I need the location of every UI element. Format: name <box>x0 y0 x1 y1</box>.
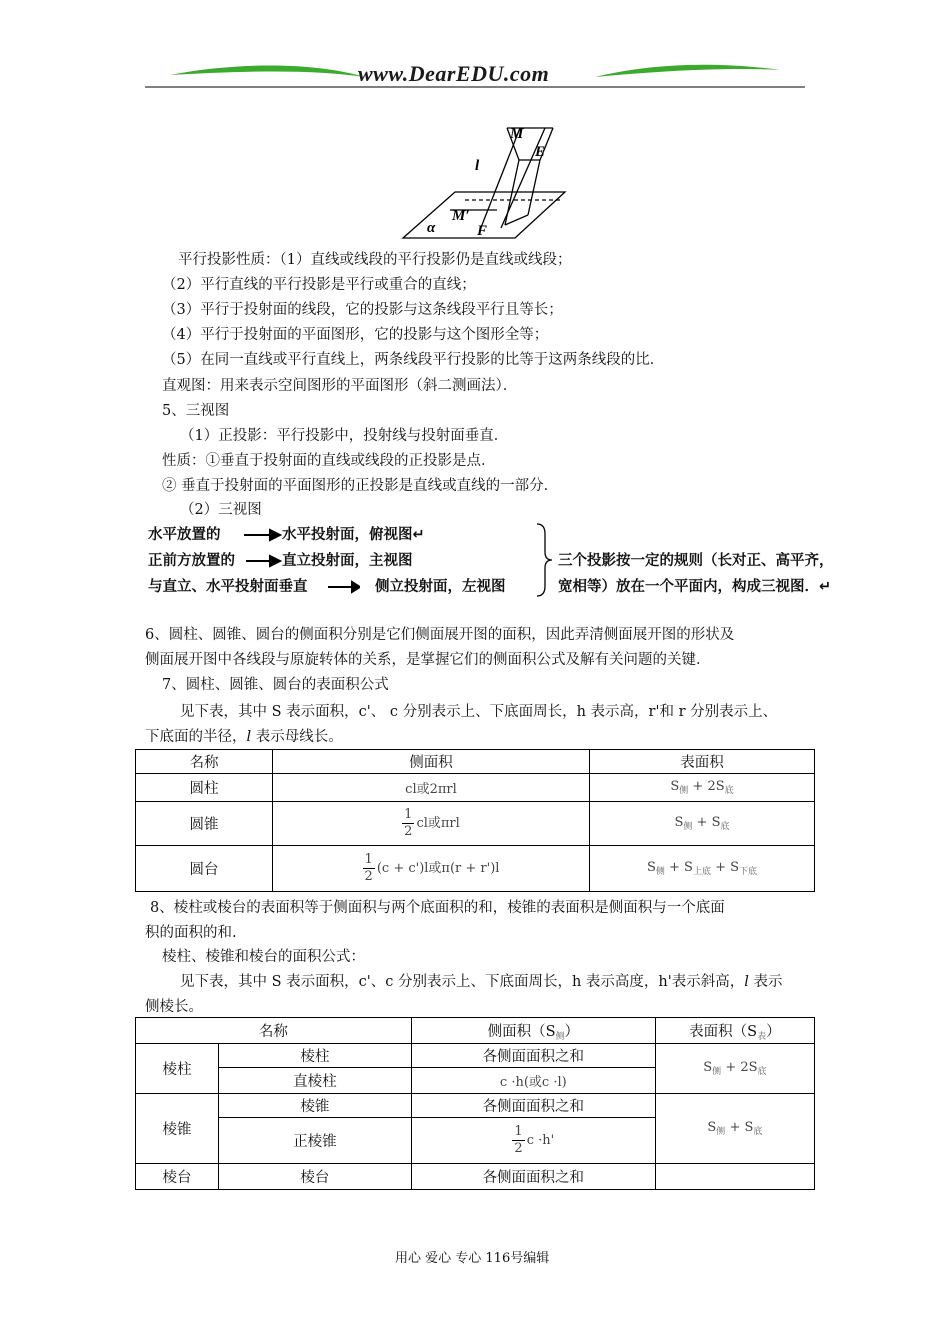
row-lateral: $\frac{1}{2}$ (c + c')l或π(r + r')l <box>273 846 590 892</box>
label-alpha: α <box>427 220 436 236</box>
views-r3-right: 侧立投射面，左视图 <box>375 579 506 595</box>
cell-ch2: $\frac{1}{2}$ c ·h' <box>411 1118 655 1164</box>
table-row <box>136 802 815 846</box>
sub-lengzhu: 棱柱 <box>219 1044 412 1068</box>
cell-sum: 各侧面面积之和 <box>411 1164 655 1190</box>
cell-ch: c ·h(或c ·l) <box>411 1068 655 1094</box>
text-q1: 6、圆柱、圆锥、圆台的侧面积分别是它们侧面展开图的面积，因此弄清侧面展开图的形状及 <box>145 627 735 643</box>
views-r2-right: 直立投射面，主视图 <box>282 553 413 569</box>
label-l: l <box>475 158 480 174</box>
row-name: 圆台 <box>136 846 273 892</box>
text-p6: 直观图：用来表示空间图形的平面图形（斜二测画法）． <box>162 378 518 394</box>
text-p7: 5、三视图 <box>162 403 230 419</box>
text-q5 <box>145 727 343 747</box>
rotation-solids-table <box>135 749 815 892</box>
text-q5a: 下底面的半径， <box>145 729 247 745</box>
sub-zhenglengzhui: 正棱锥 <box>219 1118 412 1164</box>
cell-sum: 各侧面面积之和 <box>411 1094 655 1118</box>
text-q5b: 表示母线长。 <box>251 729 343 745</box>
label-M: M <box>510 126 524 142</box>
fraction-half: $\frac{1}{2}$ <box>364 852 373 884</box>
text-p1: 平行投影性质：（1）直线或线段的平行投影仍是直线或线段； <box>178 252 572 268</box>
fraction-half: $\frac{1}{2}$ <box>514 1124 523 1156</box>
views-r1-right: 水平投射面，俯视图↵ <box>282 527 425 543</box>
text-p2: （2）平行直线的平行投影是平行或重合的直线； <box>162 277 476 293</box>
header-banner <box>140 55 810 95</box>
text-r4b: 表示 <box>748 974 783 990</box>
row-lateral: $\frac{1}{2}$ cl或πrl <box>273 802 590 846</box>
text-r4 <box>180 972 783 992</box>
row-lateral: cl或2πrl <box>273 774 590 802</box>
table-row <box>136 1018 815 1044</box>
views-rule-2: 宽相等）放在一个平面内，构成三视图．↵ <box>558 579 832 595</box>
fraction-half: $\frac{1}{2}$ <box>404 807 413 839</box>
label-F: F <box>477 223 488 239</box>
text-q4: 见下表，其中 S 表示面积，c'、 c 分别表示上、下底面周长，h 表示高，r'和 r 分别表示上、 <box>180 704 778 720</box>
text-q2: 侧面展开图中各线段与原旋转体的关系，是掌握它们的侧面积公式及解有关问题的关键． <box>145 652 711 668</box>
footer-text: 用心 爱心 专心 116号编辑 <box>395 1251 550 1266</box>
surface-prism: $S_侧 + 2S_底$ <box>655 1044 814 1094</box>
text-p5: （5）在同一直线或平行直线上，两条线段平行投影的比等于这两条线段的比． <box>162 352 665 368</box>
text-r3: 棱柱、棱锥和棱台的面积公式： <box>162 949 365 965</box>
text-q5-l: l <box>246 729 252 745</box>
text-p8: （1）正投影：平行投影中，投射线与投射面垂直． <box>180 428 509 444</box>
sub-zhilengzhu: 直棱柱 <box>219 1068 412 1094</box>
cell-sum: 各侧面面积之和 <box>411 1044 655 1068</box>
row-name: 圆柱 <box>136 774 273 802</box>
views-r1-left: 水平放置的 <box>148 527 221 543</box>
header-surface: 表面积 <box>590 750 815 774</box>
text-q3: 7、圆柱、圆锥、圆台的表面积公式 <box>162 677 389 693</box>
table-row <box>136 774 815 802</box>
group-lengzhu: 棱柱 <box>136 1044 219 1094</box>
table-row <box>136 1044 815 1068</box>
views-r2-left: 正前方放置的 <box>148 553 235 569</box>
views-brace <box>535 520 555 600</box>
polyhedra-table <box>135 1017 815 1190</box>
label-M-prime: M′ <box>452 208 470 224</box>
row-surface: $S_侧 + 2S_底$ <box>590 774 815 802</box>
sub-lengzhui: 棱锥 <box>219 1094 412 1118</box>
row-surface: $S_侧 + S_{上底} + S_{下底}$ <box>590 846 815 892</box>
sub-lengtai: 棱台 <box>219 1164 412 1190</box>
group-lengzhui: 棱锥 <box>136 1094 219 1164</box>
surface-pyramid: $S_侧 + S_底$ <box>655 1094 814 1164</box>
header-lateral: 侧面积 <box>273 750 590 774</box>
text-r1: 8、棱柱或棱台的表面积等于侧面积与两个底面积的和，棱锥的表面积是侧面积与一个底面 <box>150 900 725 916</box>
text-p10: ② 垂直于投射面的平面图形的正投影是直线或直线的一部分． <box>162 478 559 494</box>
row-surface: $S_侧 + S_底$ <box>590 802 815 846</box>
header-name: 名称 <box>136 1018 412 1044</box>
projection-figure <box>395 120 575 260</box>
text-r2: 积的面积的和. <box>145 925 237 941</box>
surface-frustum <box>655 1164 814 1190</box>
text-p9: 性质：①垂直于投射面的直线或线段的正投影是点． <box>162 453 496 469</box>
views-arrows <box>240 522 360 602</box>
text-p11: （2）三视图 <box>180 502 262 518</box>
group-lengtai: 棱台 <box>136 1164 219 1190</box>
header-lateral: 侧面积$(S_侧)$ <box>411 1018 655 1044</box>
table-row <box>136 1164 815 1190</box>
table-row <box>136 750 815 774</box>
text-p3: （3）平行于投射面的线段，它的投影与这条线段平行且等长； <box>162 302 563 318</box>
views-rule-1: 三个投影按一定的规则（长对正、高平齐， <box>558 553 834 569</box>
text-r4-l: l <box>744 974 749 990</box>
header-name: 名称 <box>136 750 273 774</box>
text-r4a: 见下表，其中 S 表示面积，c'、c 分别表示上、下底面周长，h 表示高度，h'表示斜高， <box>180 974 745 990</box>
label-E: E <box>535 144 546 160</box>
views-r3-left: 与直立、水平投射面垂直 <box>148 579 308 595</box>
header-surface: 表面积$(S_表)$ <box>655 1018 814 1044</box>
table-row <box>136 1094 815 1118</box>
text-p4: （4）平行于投射面的平面图形，它的投影与这个图形全等； <box>162 327 549 343</box>
text-r5: 侧棱长。 <box>145 999 203 1015</box>
site-name: www.DearEDU.com <box>358 61 550 86</box>
row-name: 圆锥 <box>136 802 273 846</box>
table-row <box>136 846 815 892</box>
